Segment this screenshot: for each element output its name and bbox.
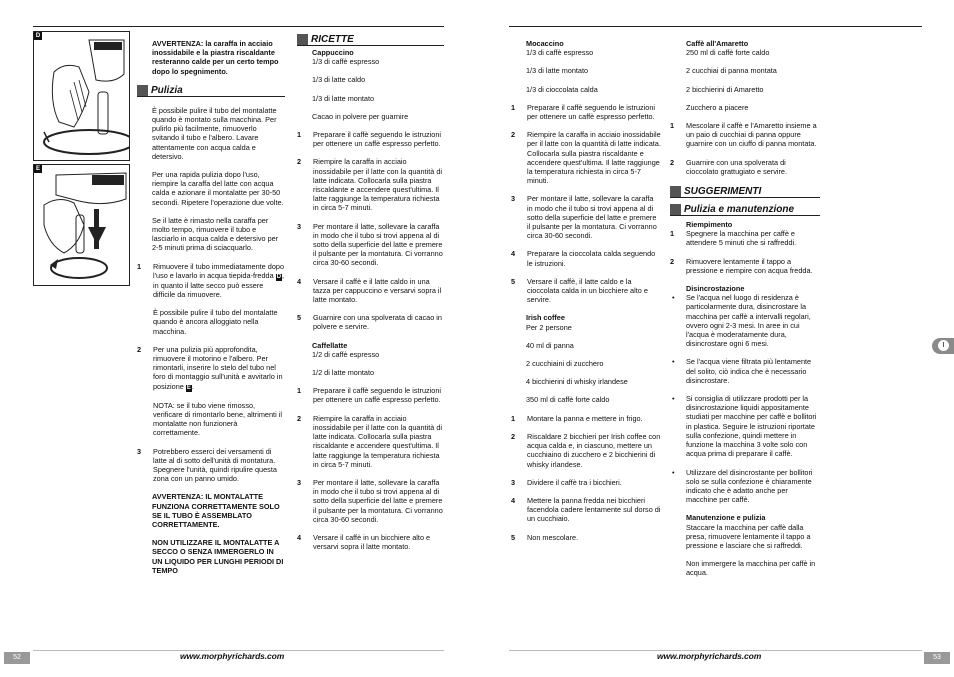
step-1-text-a: Rimuovere il tubo immediatamente dopo l'uso e lavarlo in acqua tiepida-fredda	[153, 261, 285, 280]
step-number: 3	[297, 221, 302, 231]
irish-step-3	[511, 478, 661, 487]
step-number: 5	[511, 532, 516, 542]
bullet-icon: •	[672, 394, 675, 404]
cappuccino-step-1	[297, 130, 444, 148]
column-3	[511, 39, 661, 551]
bullet-text: Se l'acqua viene filtrata più lentamente del solito, ciò indica che è necessario disincrostare.	[686, 357, 812, 385]
step-number: 2	[670, 157, 675, 167]
bullet-icon: •	[672, 357, 675, 367]
step-number: 1	[137, 261, 142, 271]
step-number: 2	[137, 344, 142, 354]
step-text: Preparare il caffè seguendo le istruzioni per ottenere un caffè espresso perfetto.	[313, 386, 442, 405]
step-number: 1	[297, 386, 302, 396]
step-number: 5	[297, 313, 302, 323]
heading-square-icon	[137, 85, 148, 96]
amaretto-ingredient-4: Zucchero a piacere	[686, 102, 749, 112]
irish-ingredient-1: 40 ml di panna	[526, 340, 574, 350]
mocaccino-step-3	[511, 194, 661, 240]
step-number: 4	[511, 495, 516, 505]
top-rule-left	[33, 26, 444, 27]
amaretto-ingredient-1: 250 ml di caffè forte caldo	[686, 48, 770, 58]
cappuccino-ingredient-3: 1/3 di latte montato	[312, 93, 375, 103]
pulizia-heading	[137, 85, 285, 97]
mocaccino-step-5	[511, 277, 661, 305]
cappuccino-ingredient-4: Cacao in polvere per guarnire	[312, 111, 409, 121]
mocaccino-step-2	[511, 130, 661, 185]
step-text: Riempire la caraffa in acciaio inossidabile per il latte con la quantità di latte indicata. Collocarla sulla piastra riscaldante e accendere quest'ultima. Il latte raggiunge la temperatura richiesta in circa 5-7 minuti.	[527, 130, 661, 186]
step-2-text-b: .	[191, 381, 194, 391]
irish-step-5	[511, 533, 661, 542]
step-text: Rimuovere lentamente il tappo a pressione e riempire con acqua fredda.	[686, 256, 813, 275]
cappuccino-step-4	[297, 277, 444, 305]
caffellatte-step-2	[297, 414, 444, 469]
ricette-title: RICETTE	[311, 34, 354, 45]
step-text: Spegnere la macchina per caffè e attendere 5 minuti che si raffreddi.	[686, 229, 797, 248]
step-text: Riscaldare 2 bicchieri per Irish coffee con acqua calda e, in ciascuno, mettere un cucchiaino di zucchero e 2 bicchierini di whisky irlandese.	[527, 431, 661, 469]
bullet-text: Se l'acqua nel luogo di residenza è particolarmente dura, disincrostare la macchina per caffè a intervalli regolari, ovvero ogni 2-3 mesi. In aree in cui l'acqua è moderatamente dura, disincrostare ogni 6 mesi.	[686, 293, 811, 349]
step-number: 1	[511, 413, 516, 423]
pulizia-p2: Per una rapida pulizia dopo l'uso, riempire la caraffa del latte con acqua calda e azionare il montalatte per 30-50 secondi. Ripetere l'operazione due volte.	[152, 170, 284, 207]
figure-ref-e: E	[186, 384, 191, 391]
manutenzione-p1: Staccare la macchina per caffè dalla presa, rimuovere lentamente il tappo a pressione e lasciare che si raffreddi.	[686, 522, 811, 550]
step-text: Non mescolare.	[527, 532, 579, 542]
cappuccino-step-5	[297, 313, 444, 331]
irish-ingredient-3: 4 bicchierini di whisky irlandese	[526, 377, 628, 387]
heading-square-icon	[297, 34, 308, 45]
mocaccino-step-4	[511, 249, 661, 267]
language-tab	[932, 338, 954, 354]
mocaccino-ingredient-1: 1/3 di caffè espresso	[526, 48, 594, 58]
website-link-left[interactable]: www.morphyrichards.com	[180, 651, 285, 661]
caffellatte-title: Caffellatte	[312, 340, 348, 350]
irish-coffee-servings: Per 2 persone	[526, 322, 572, 332]
amaretto-title: Caffè all'Amaretto	[686, 39, 749, 48]
step-number: 2	[511, 431, 516, 441]
pulizia-step-2	[137, 345, 285, 438]
step-1-text-b: , in quanto il latte secco può essere difficile da rimuovere.	[153, 270, 285, 300]
step-number: 3	[511, 194, 516, 204]
pulizia-title: Pulizia	[151, 84, 183, 96]
step-number: 5	[511, 276, 516, 286]
step-text: Preparare la cioccolata calda seguendo le istruzioni.	[527, 249, 656, 268]
step-number: 1	[297, 130, 302, 140]
step-3-text: Potrebbero esserci dei versamenti di latte al di sotto dell'unità di montatura. Spegnere l'unità, quindi ripulire questa zona con un panno umido.	[153, 446, 277, 484]
step-number: 3	[511, 477, 516, 487]
step-number: 2	[297, 157, 302, 167]
step-text: Preparare il caffè seguendo le istruzioni per ottenere un caffè espresso perfetto.	[527, 102, 656, 122]
step-text: Versare il caffè in un bicchiere alto e versarvi sopra il latte montato.	[313, 532, 431, 552]
caffellatte-ingredient-2: 1/2 di latte montato	[312, 368, 375, 378]
heading-square-icon	[670, 204, 681, 215]
caffellatte-step-3	[297, 478, 444, 524]
step-number: 1	[670, 229, 675, 239]
riempimento-step-2	[670, 257, 820, 275]
step-text: Preparare il caffè seguendo le istruzioni per ottenere un caffè espresso perfetto.	[313, 130, 442, 149]
caffellatte-step-1	[297, 386, 444, 404]
step-text: Riempire la caraffa in acciaio inossidabile per il latte con la quantità di latte indicata. Collocarla sulla piastra riscaldante e accendere quest'ultima. Il latte raggiunge la temperatura richiesta in circa 5-7 minuti.	[313, 157, 442, 213]
step-text: Per montare il latte, sollevare la caraffa in modo che il tubo si trovi appena al di sotto della superficie del latte e premere il pulsante per la montatura. Ci vorranno circa 30-60 secondi.	[313, 477, 443, 524]
irish-ingredient-2: 2 cucchiaini di zucchero	[526, 359, 604, 369]
step-text: Versare il caffè e il latte caldo in una tazza per cappuccino e versarvi sopra il latte montato.	[313, 276, 442, 305]
step-text: Mettere la panna fredda nei bicchieri facendola cadere lentamente sul dorso di un cucchiaio.	[527, 495, 661, 524]
step-2-note: NOTA: se il tubo viene rimosso, verificare di rimontarlo bene, altrimenti il montalatte non funzionerà correttamente.	[153, 400, 282, 438]
page-number-right: 53	[924, 652, 950, 664]
column-1	[137, 39, 285, 584]
amaretto-step-1	[670, 121, 820, 149]
irish-step-2	[511, 432, 661, 469]
amaretto-step-2	[670, 158, 820, 176]
step-number: 1	[511, 102, 516, 112]
page-number-left: 52	[4, 652, 30, 664]
step-1-extra: È possibile pulire il tubo del montalatte quando è ancora alloggiato nella macchina.	[153, 308, 278, 336]
manutenzione-p2: Non immergere la macchina per caffè in acqua.	[686, 559, 816, 578]
mocaccino-ingredient-3: 1/3 di cioccolata calda	[526, 84, 598, 94]
step-number: 4	[297, 276, 302, 286]
tube-assembly-illustration	[34, 165, 129, 285]
pulizia-p1: È possibile pulire il tubo del montalatte quando è montato sulla macchina. Per pulirlo più facilmente, rimuoverlo svitando il tubo e l'albero. Lavare attentamente con acqua calda e detersivo.	[152, 105, 277, 161]
figure-e	[33, 164, 130, 286]
step-number: 2	[511, 130, 516, 140]
pulizia-step-1	[137, 262, 285, 336]
mocaccino-ingredient-2: 1/3 di latte montato	[526, 66, 589, 76]
dry-run-warning: NON UTILIZZARE IL MONTALATTE A SECCO O SENZA IMMERGERLO IN UN LIQUIDO PER LUNGHI PERIODI DI TEMPO	[152, 538, 284, 575]
manutenzione-title: Manutenzione e pulizia	[686, 513, 766, 523]
caffellatte-ingredient-1: 1/2 di caffè espresso	[312, 349, 380, 359]
bullet-icon: •	[672, 467, 675, 477]
cappuccino-title: Cappuccino	[312, 48, 354, 57]
riempimento-step-1	[670, 229, 820, 247]
disinc-bullet-3	[670, 394, 820, 458]
bullet-text: Si consiglia di utilizzare prodotti per la disincrostazione liquidi appositamente studiati per macchine per caffè e bollitori in plastica. Seguire le istruzioni riportate sulla confezione, quindi mettere in funzione la macchina 3 volte solo con acqua prima di preparare il caffè.	[686, 394, 817, 459]
hand-cleaning-illustration	[34, 32, 129, 160]
ricette-heading	[297, 34, 444, 46]
amaretto-ingredient-3: 2 bicchierini di Amaretto	[686, 84, 764, 94]
step-number: 1	[670, 121, 675, 131]
mocaccino-step-1	[511, 103, 661, 121]
figure-d	[33, 31, 130, 161]
step-text: Per montare il latte, sollevare la caraffa in modo che il tubo si trovi appena al di sotto della superficie del latte e premere il pulsante per la montatura. Ci vorranno circa 30-60 secondi.	[313, 221, 443, 268]
amaretto-ingredient-2: 2 cucchiai di panna montata	[686, 66, 777, 76]
figure-e-label: E	[35, 166, 40, 172]
step-number: 4	[297, 532, 302, 542]
figure-d-label: D	[35, 33, 41, 39]
pulizia-manutenzione-heading	[670, 204, 820, 216]
frother-warning: AVVERTENZA: IL MONTALATTE FUNZIONA CORRETTAMENTE SOLO SE IL TUBO È ASSEMBLATO CORRETTAMENTE.	[152, 492, 280, 529]
mocaccino-title: Mocaccino	[526, 39, 564, 48]
column-2	[297, 34, 444, 560]
step-number: 3	[137, 446, 142, 456]
website-link-right[interactable]: www.morphyrichards.com	[657, 651, 762, 661]
language-code: I	[938, 340, 949, 351]
suggerimenti-heading	[670, 186, 820, 198]
disinc-bullet-1	[670, 293, 820, 348]
step-2-text-a: Per una pulizia più approfondita, rimuovere il motorino e l'albero. Per rimontarli, inserire lo stelo del tubo nel foro di montaggio sull'unità e avvitarlo in posizione	[153, 344, 283, 391]
step-number: 2	[670, 256, 675, 266]
caffellatte-step-4	[297, 533, 444, 551]
heading-square-icon	[670, 186, 681, 197]
disincrostazione-title: Disincrostazione	[686, 284, 745, 294]
step-text: Guarnire con una spolverata di cacao in polvere e servire.	[313, 313, 442, 332]
irish-step-4	[511, 496, 661, 524]
step-text: Riempire la caraffa in acciaio inossidabile per il latte con la quantità di latte indicata. Collocarla sulla piastra riscaldante e accendere quest'ultima. Il latte raggiunge la temperatura richiesta in circa 5-7 minuti.	[313, 413, 442, 469]
cappuccino-step-3	[297, 222, 444, 268]
step-text: Mescolare il caffè e l'Amaretto insieme a un paio di cucchiai di panna oppure guarnire con un ciuffo di panna montata.	[686, 121, 817, 149]
irish-ingredient-4: 350 ml di caffè forte caldo	[526, 395, 610, 405]
step-number: 3	[297, 477, 302, 487]
irish-step-1	[511, 414, 661, 423]
step-text: Dividere il caffè tra i bicchieri.	[527, 477, 622, 487]
disinc-bullet-2	[670, 357, 820, 385]
step-text: Montare la panna e mettere in frigo.	[527, 413, 643, 423]
step-text: Guarnire con una spolverata di cioccolato grattugiato e servire.	[686, 157, 787, 176]
cappuccino-step-2	[297, 157, 444, 212]
disinc-bullet-4	[670, 468, 820, 505]
suggerimenti-title: SUGGERIMENTI	[684, 186, 762, 198]
top-rule-right	[509, 26, 922, 27]
bullet-icon: •	[672, 293, 675, 303]
bullet-text: Utilizzare del disincrostante per bollitori solo se sulla confezione è chiaramente indicato che è adatto anche per macchine per caffè.	[686, 467, 813, 505]
step-number: 2	[297, 413, 302, 423]
cappuccino-ingredient-2: 1/3 di latte caldo	[312, 75, 366, 85]
hot-surface-warning: AVVERTENZA: la caraffa in acciaio inossidabile e la piastra riscaldante resteranno calde per un certo tempo dopo lo spegnimento.	[152, 39, 279, 76]
irish-coffee-title: Irish coffee	[526, 313, 565, 323]
figure-ref-d: D	[276, 273, 282, 280]
pulizia-step-3	[137, 447, 285, 484]
step-text: Versare il caffè, il latte caldo e la cioccolata calda in un bicchiere alto e servire.	[527, 276, 648, 305]
pulizia-p3: Se il latte è rimasto nella caraffa per molto tempo, rimuovere il tubo e lasciarlo in acqua calda e detersivo per 2-5 minuti prima di sciacquarlo.	[152, 215, 279, 253]
riempimento-title: Riempimento	[686, 220, 733, 230]
step-text: Per montare il latte, sollevare la caraffa in modo che il tubo si trovi appena al di sotto della superficie del latte e premere il pulsante per la montatura. Ci vorranno circa 30-60 secondi.	[527, 194, 657, 241]
pulizia-manutenzione-title: Pulizia e manutenzione	[684, 204, 795, 216]
cappuccino-ingredient-1: 1/3 di caffè espresso	[312, 57, 380, 67]
column-4	[670, 39, 820, 587]
step-number: 4	[511, 249, 516, 259]
